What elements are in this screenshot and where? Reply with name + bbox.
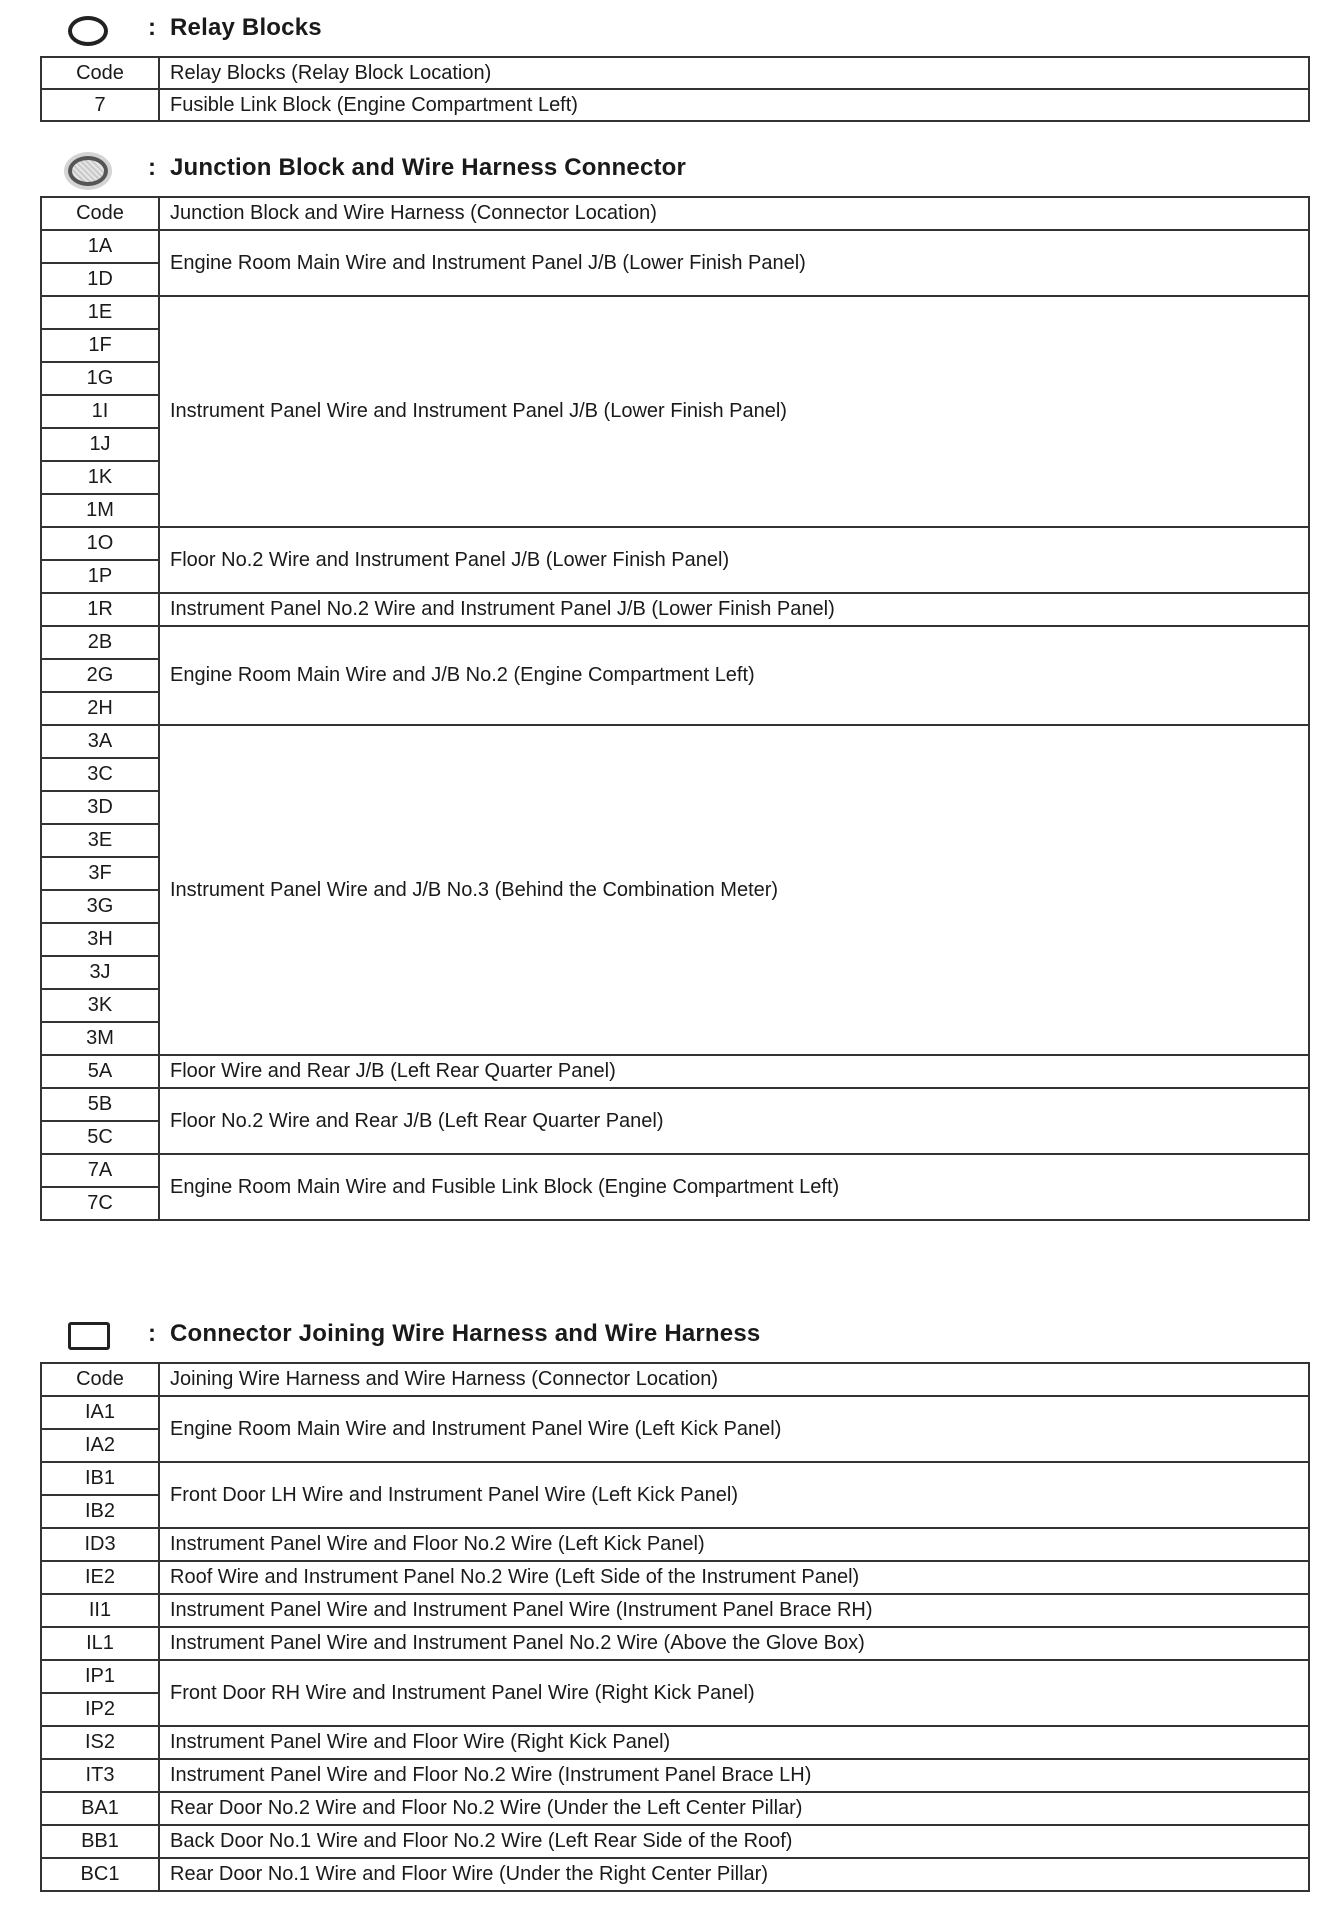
- code-cell: BC1: [41, 1858, 159, 1891]
- table-row: [41, 1396, 1309, 1429]
- description-cell: Instrument Panel Wire and Floor Wire (Right Kick Panel): [159, 1726, 1309, 1759]
- table-row: [41, 1792, 1309, 1825]
- code-cell: 1K: [41, 461, 159, 494]
- table-row: [41, 296, 1309, 329]
- code-cell: 1J: [41, 428, 159, 461]
- code-cell: 2G: [41, 659, 159, 692]
- code-cell: 3E: [41, 824, 159, 857]
- description-cell: Instrument Panel Wire and Instrument Panel No.2 Wire (Above the Glove Box): [159, 1627, 1309, 1660]
- description-cell: Back Door No.1 Wire and Floor No.2 Wire (Left Rear Side of the Roof): [159, 1825, 1309, 1858]
- code-cell: 3A: [41, 725, 159, 758]
- description-cell: Engine Room Main Wire and Instrument Panel J/B (Lower Finish Panel): [159, 230, 1309, 296]
- code-cell: 2H: [41, 692, 159, 725]
- code-cell: 1F: [41, 329, 159, 362]
- code-cell: 1I: [41, 395, 159, 428]
- code-cell: 5A: [41, 1055, 159, 1088]
- table-row: [41, 1660, 1309, 1693]
- description-cell: Engine Room Main Wire and Fusible Link Block (Engine Compartment Left): [159, 1154, 1309, 1220]
- connector-table: [40, 1362, 1310, 1892]
- code-cell: 3C: [41, 758, 159, 791]
- description-header: Joining Wire Harness and Wire Harness (Connector Location): [159, 1363, 1309, 1396]
- table-row: [41, 1561, 1309, 1594]
- code-cell: IP1: [41, 1660, 159, 1693]
- connector-section: [40, 1316, 1310, 1892]
- code-cell: IA2: [41, 1429, 159, 1462]
- oval-outline-icon: [68, 16, 108, 46]
- code-cell: IS2: [41, 1726, 159, 1759]
- description-header: Relay Blocks (Relay Block Location): [159, 57, 1309, 89]
- description-cell: Instrument Panel Wire and Instrument Panel J/B (Lower Finish Panel): [159, 296, 1309, 527]
- relay-blocks-table: [40, 56, 1310, 122]
- junction-block-table: [40, 196, 1310, 1221]
- section-title: Relay Blocks: [170, 14, 322, 41]
- heading-colon: :: [148, 1320, 156, 1347]
- code-cell: 1P: [41, 560, 159, 593]
- description-cell: Front Door RH Wire and Instrument Panel Wire (Right Kick Panel): [159, 1660, 1309, 1726]
- code-cell: IB1: [41, 1462, 159, 1495]
- section-title: Junction Block and Wire Harness Connector: [170, 154, 687, 181]
- table-row: [41, 1825, 1309, 1858]
- table-row: [41, 89, 1309, 121]
- table-row: [41, 230, 1309, 263]
- code-cell: 3M: [41, 1022, 159, 1055]
- relay-blocks-section: [40, 10, 1310, 122]
- code-cell: 5B: [41, 1088, 159, 1121]
- code-cell: 3J: [41, 956, 159, 989]
- table-row: [41, 1528, 1309, 1561]
- description-cell: Instrument Panel Wire and Instrument Panel Wire (Instrument Panel Brace RH): [159, 1594, 1309, 1627]
- table-row: [41, 593, 1309, 626]
- code-cell: BB1: [41, 1825, 159, 1858]
- table-row: [41, 1088, 1309, 1121]
- description-cell: Instrument Panel No.2 Wire and Instrument Panel J/B (Lower Finish Panel): [159, 593, 1309, 626]
- connector-heading: [40, 1316, 1310, 1362]
- table-row: [41, 527, 1309, 560]
- code-cell: IP2: [41, 1693, 159, 1726]
- table-header-row: [41, 57, 1309, 89]
- code-cell: 1M: [41, 494, 159, 527]
- description-cell: Rear Door No.2 Wire and Floor No.2 Wire (Under the Left Center Pillar): [159, 1792, 1309, 1825]
- table-row: [41, 626, 1309, 659]
- code-cell: 3F: [41, 857, 159, 890]
- code-cell: II1: [41, 1594, 159, 1627]
- description-cell: Engine Room Main Wire and J/B No.2 (Engine Compartment Left): [159, 626, 1309, 725]
- code-cell: IE2: [41, 1561, 159, 1594]
- table-row: [41, 1627, 1309, 1660]
- table-row: [41, 1594, 1309, 1627]
- code-header: Code: [41, 57, 159, 89]
- rectangle-outline-icon: [68, 1322, 110, 1350]
- code-cell: BA1: [41, 1792, 159, 1825]
- description-cell: Instrument Panel Wire and Floor No.2 Wire (Instrument Panel Brace LH): [159, 1759, 1309, 1792]
- table-row: [41, 1726, 1309, 1759]
- code-cell: 1E: [41, 296, 159, 329]
- description-cell: Front Door LH Wire and Instrument Panel Wire (Left Kick Panel): [159, 1462, 1309, 1528]
- table-row: [41, 1759, 1309, 1792]
- code-cell: IL1: [41, 1627, 159, 1660]
- table-header-row: [41, 197, 1309, 230]
- code-cell: 1A: [41, 230, 159, 263]
- description-cell: Floor Wire and Rear J/B (Left Rear Quarter Panel): [159, 1055, 1309, 1088]
- table-row: [41, 1154, 1309, 1187]
- description-cell: Fusible Link Block (Engine Compartment Left): [159, 89, 1309, 121]
- code-cell: 1D: [41, 263, 159, 296]
- section-title: Connector Joining Wire Harness and Wire Harness: [170, 1320, 761, 1347]
- table-row: [41, 1858, 1309, 1891]
- code-cell: 3G: [41, 890, 159, 923]
- description-cell: Instrument Panel Wire and J/B No.3 (Behind the Combination Meter): [159, 725, 1309, 1055]
- shaded-oval-icon: [68, 156, 108, 186]
- code-cell: 1G: [41, 362, 159, 395]
- code-header: Code: [41, 197, 159, 230]
- description-cell: Instrument Panel Wire and Floor No.2 Wire (Left Kick Panel): [159, 1528, 1309, 1561]
- description-cell: Floor No.2 Wire and Rear J/B (Left Rear Quarter Panel): [159, 1088, 1309, 1154]
- code-cell: 7A: [41, 1154, 159, 1187]
- description-header: Junction Block and Wire Harness (Connector Location): [159, 197, 1309, 230]
- description-cell: Engine Room Main Wire and Instrument Panel Wire (Left Kick Panel): [159, 1396, 1309, 1462]
- code-cell: 2B: [41, 626, 159, 659]
- heading-colon: :: [148, 14, 156, 41]
- table-row: [41, 1462, 1309, 1495]
- code-header: Code: [41, 1363, 159, 1396]
- heading-colon: :: [148, 154, 156, 181]
- code-cell: 3H: [41, 923, 159, 956]
- table-row: [41, 1055, 1309, 1088]
- junction-block-section: [40, 150, 1310, 1221]
- table-row: [41, 725, 1309, 758]
- code-cell: 7C: [41, 1187, 159, 1220]
- code-cell: 1O: [41, 527, 159, 560]
- relay-blocks-heading: [40, 10, 1310, 56]
- code-cell: 3D: [41, 791, 159, 824]
- code-cell: 7: [41, 89, 159, 121]
- junction-block-heading: [40, 150, 1310, 196]
- code-cell: ID3: [41, 1528, 159, 1561]
- code-cell: 5C: [41, 1121, 159, 1154]
- description-cell: Roof Wire and Instrument Panel No.2 Wire (Left Side of the Instrument Panel): [159, 1561, 1309, 1594]
- code-cell: 3K: [41, 989, 159, 1022]
- table-header-row: [41, 1363, 1309, 1396]
- code-cell: IA1: [41, 1396, 159, 1429]
- description-cell: Floor No.2 Wire and Instrument Panel J/B (Lower Finish Panel): [159, 527, 1309, 593]
- code-cell: 1R: [41, 593, 159, 626]
- code-cell: IB2: [41, 1495, 159, 1528]
- description-cell: Rear Door No.1 Wire and Floor Wire (Under the Right Center Pillar): [159, 1858, 1309, 1891]
- code-cell: IT3: [41, 1759, 159, 1792]
